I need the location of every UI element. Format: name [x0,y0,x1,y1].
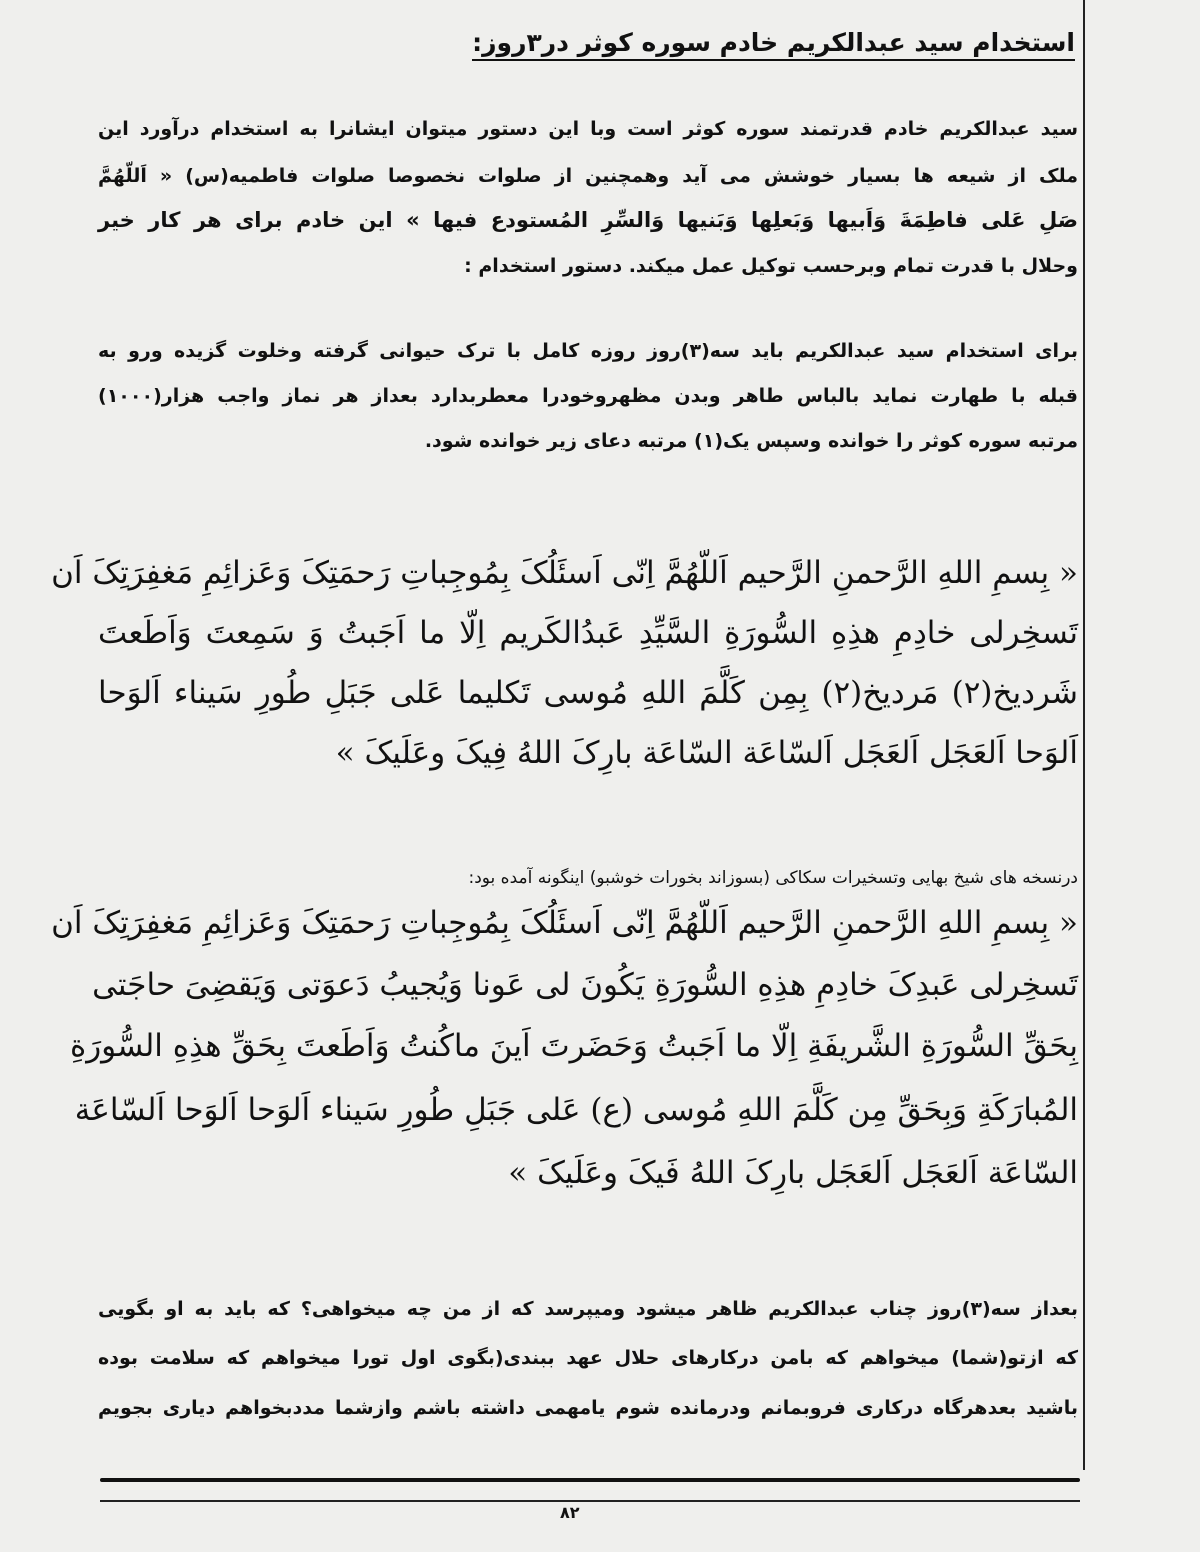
prayer-line: اَلوَحا اَلعَجَل اَلعَجَل اَلسّاعَة السّاعَة بارِکَ اللهُ فِیکَ وعَلَیکَ » [335,735,1078,771]
page-number: ۸۲ [560,1503,580,1522]
outro-line: باشید بعدهرگاه درکاری فروبمانم ودرمانده شوم یامهمی داشته باشم وازشما مددبخواهم دیاری بجویم [98,1397,1078,1419]
intro-line: وحلال با قدرت تمام وبرحسب توکیل عمل میکند. دستور استخدام : [464,255,1078,277]
instruction-line: مرتبه سوره کوثر را خوانده وسپس یک(۱) مرتبه دعای زیر خوانده شود. [424,430,1078,452]
prayer-line: المُبارَکَةِ وَبِحَقِّ مِن کَلَّمَ اللهِ مُوسی (ع) عَلی جَبَلِ طُورِ سَیناء اَلوَحا اَلوَحا اَلسّاعَة [74,1092,1078,1128]
outro-line: که ازتو(شما) میخواهم که بامن درکارهای حلال عهد ببندی(بگوی اول تورا میخواهم که سلامت بوده [98,1347,1078,1369]
prayer-line: تَسخِرلی عَبدِکَ خادِمِ هذِهِ السُّورَةِ یَکُونَ لی عَونا وَیُجیبُ دَعوَتی وَیَقضِیَ حاجَتی [92,967,1078,1003]
intro-line: سید عبدالکریم خادم قدرتمند سوره کوثر است وبا این دستور میتوان ایشانرا به استخدام درآورد این [98,118,1078,140]
intro-line: صَلِ عَلی فاطِمَةَ وَاَبیها وَبَعلِها وَبَنیها وَالسِّرِ المُستودع فیها » این خادم برای هر کار خیر [98,208,1078,232]
page-border [1083,0,1085,1470]
intro-line: ملک از شیعه ها بسیار خوشش می آید وهمچنین از صلوات نخصوصا صلوات فاطمیه(س) « اَللّهُمَّ [98,165,1078,187]
footer-rule [100,1478,1080,1482]
prayer-line: « بِسمِ اللهِ الرَّحمنِ الرَّحیم اَللّهُمَّ اِنّی اَسئَلُکَ بِمُوجِباتِ رَحمَتِکَ وَعَزائِمِ مَغفِرَتِکَ اَن [51,555,1078,591]
instruction-line: قبله با طهارت نماید بالباس طاهر وبدن مظهروخودرا معطربدارد بعداز هر نماز واجب هزار(۱۰۰۰) [98,385,1078,407]
note-line: درنسخه های شیخ بهایی وتسخیرات سکاکی (بسوزاند بخورات خوشبو) اینگونه آمده بود: [468,868,1078,888]
footer-rule [100,1500,1080,1502]
prayer-line: تَسخِرلی خادِمِ هذِهِ السُّورَةِ السَّیِّدِ عَبدُالکَریم اِلّا ما اَجَبتُ وَ سَمِعتَ وَاَطَعتَ [98,615,1078,651]
outro-line: بعداز سه(۳)روز چناب عبدالکریم ظاهر میشود ومیپرسد که از من چه میخواهی؟ که باید به او بگویی [98,1298,1079,1320]
prayer-line: بِحَقِّ السُّورَةِ الشَّریفَةِ اِلّا ما اَجَبتُ وَحَضَرتَ اَینَ ماکُنتُ وَاَطَعتَ بِحَقِّ هذِهِ السُّورَةِ [69,1028,1078,1064]
prayer-line: شَردیخ(۲) مَردیخ(۲) بِمِن کَلَّمَ اللهِ مُوسی تَکلیما عَلی جَبَلِ طُورِ سَیناء اَلوَحا [98,675,1078,711]
page-title: استخدام سید عبدالکریم خادم سوره کوثر در۳روز: [472,28,1075,61]
prayer-line: « بِسمِ اللهِ الرَّحمنِ الرَّحیم اَللّهُمَّ اِنّی اَسئَلُکَ بِمُوجِباتِ رَحمَتِکَ وَعَزائِمِ مَغفِرَتِکَ اَن [51,905,1078,941]
instruction-line: برای استخدام سید عبدالکریم باید سه(۳)روز روزه کامل با ترک حیوانی گرفته وخلوت گزیده ورو به [98,340,1078,362]
prayer-line: السّاعَة اَلعَجَل اَلعَجَل بارِکَ اللهُ فَیکَ وعَلَیکَ » [508,1155,1078,1191]
